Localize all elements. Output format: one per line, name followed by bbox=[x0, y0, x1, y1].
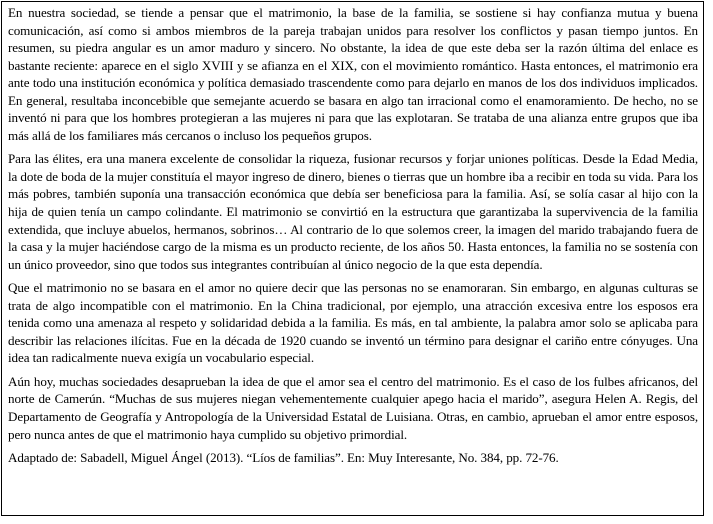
source-citation: Adaptado de: Sabadell, Miguel Ángel (2013). “Líos de familias”. En: Muy Interesante, No. 384, pp. 72-76. bbox=[8, 450, 559, 466]
reading-passage-box bbox=[1, 1, 704, 516]
paragraph-2: Para las élites, era una manera excelente de consolidar la riqueza, fusionar recursos y forjar uniones políticas. Desde la Edad Media, la dote de boda de la mujer constituía el mayor ingreso de dinero, bienes o tierras que un hombre iba a recibir en toda su vida. Para los más pobres, también suponía una transacción económica que debía ser beneficiosa para la familia. Así, se solía casar al hijo con la hija de quien tenía un campo colindante. El matrimonio se convirtió en la estructura que garantizaba la supervivencia de la familia extendida, que incluye abuelos, hermanos, sobrinos… Al contrario de lo que solemos creer, la imagen del marido trabajando fuera de la casa y la mujer haciéndose cargo de la misma es un producto reciente, de los años 50. Hasta entonces, la familia no se sostenía con un único proveedor, sino que todos sus integrantes contribuían al único negocio de la que esta dependía. bbox=[8, 151, 698, 272]
paragraph-3: Que el matrimonio no se basara en el amor no quiere decir que las personas no se enamoraran. Sin embargo, en algunas culturas se trata de algo incompatible con el matrimonio. En la China tradicional, por ejemplo, una atracción excesiva entre los esposos era tenida como una amenaza al respeto y solidaridad debida a la familia. Es más, en tal ambiente, la palabra amor solo se aplicaba para describir las relaciones ilícitas. Fue en la década de 1920 cuando se inventó un término para designar el cariño entre cónyuges. Una idea tan radicalmente nueva exigía un vocabulario especial. bbox=[8, 280, 698, 366]
paragraph-1: En nuestra sociedad, se tiende a pensar que el matrimonio, la base de la familia, se sostiene si hay confianza mutua y buena comunicación, así como si ambos miembros de la pareja trabajan unidos para resolver los conflictos y pasan tiempo juntos. En resumen, su piedra angular es un amor maduro y sincero. No obstante, la idea de que este deba ser la razón última del enlace es bastante reciente: aparece en el siglo XVIII y se afianza en el XIX, con el movimiento romántico. Hasta entonces, el matrimonio era ante todo una institución económica y política demasiado trascendente como para dejarlo en manos de los dos individuos implicados. En general, resultaba inconcebible que semejante acuerdo se basara en algo tan irracional como el enamoramiento. De hecho, no se inventó ni para que los hombres protegieran a las mujeres ni para que las explotaran. Se trataba de una alianza entre grupos que iba más allá de los familiares más cercanos o incluso los pequeños grupos. bbox=[8, 5, 698, 143]
paragraph-4: Aún hoy, muchas sociedades desaprueban la idea de que el amor sea el centro del matrimonio. Es el caso de los fulbes africanos, del norte de Camerún. “Muchas de sus mujeres niegan vehementemente cualquier apego hacia el marido”, asegura Helen A. Regis, del Departamento de Geografía y Antropología de la Universidad Estatal de Luisiana. Otras, en cambio, aprueban el amor entre esposos, pero nunca antes de que el matrimonio haya cumplido su objetivo primordial. bbox=[8, 373, 698, 442]
